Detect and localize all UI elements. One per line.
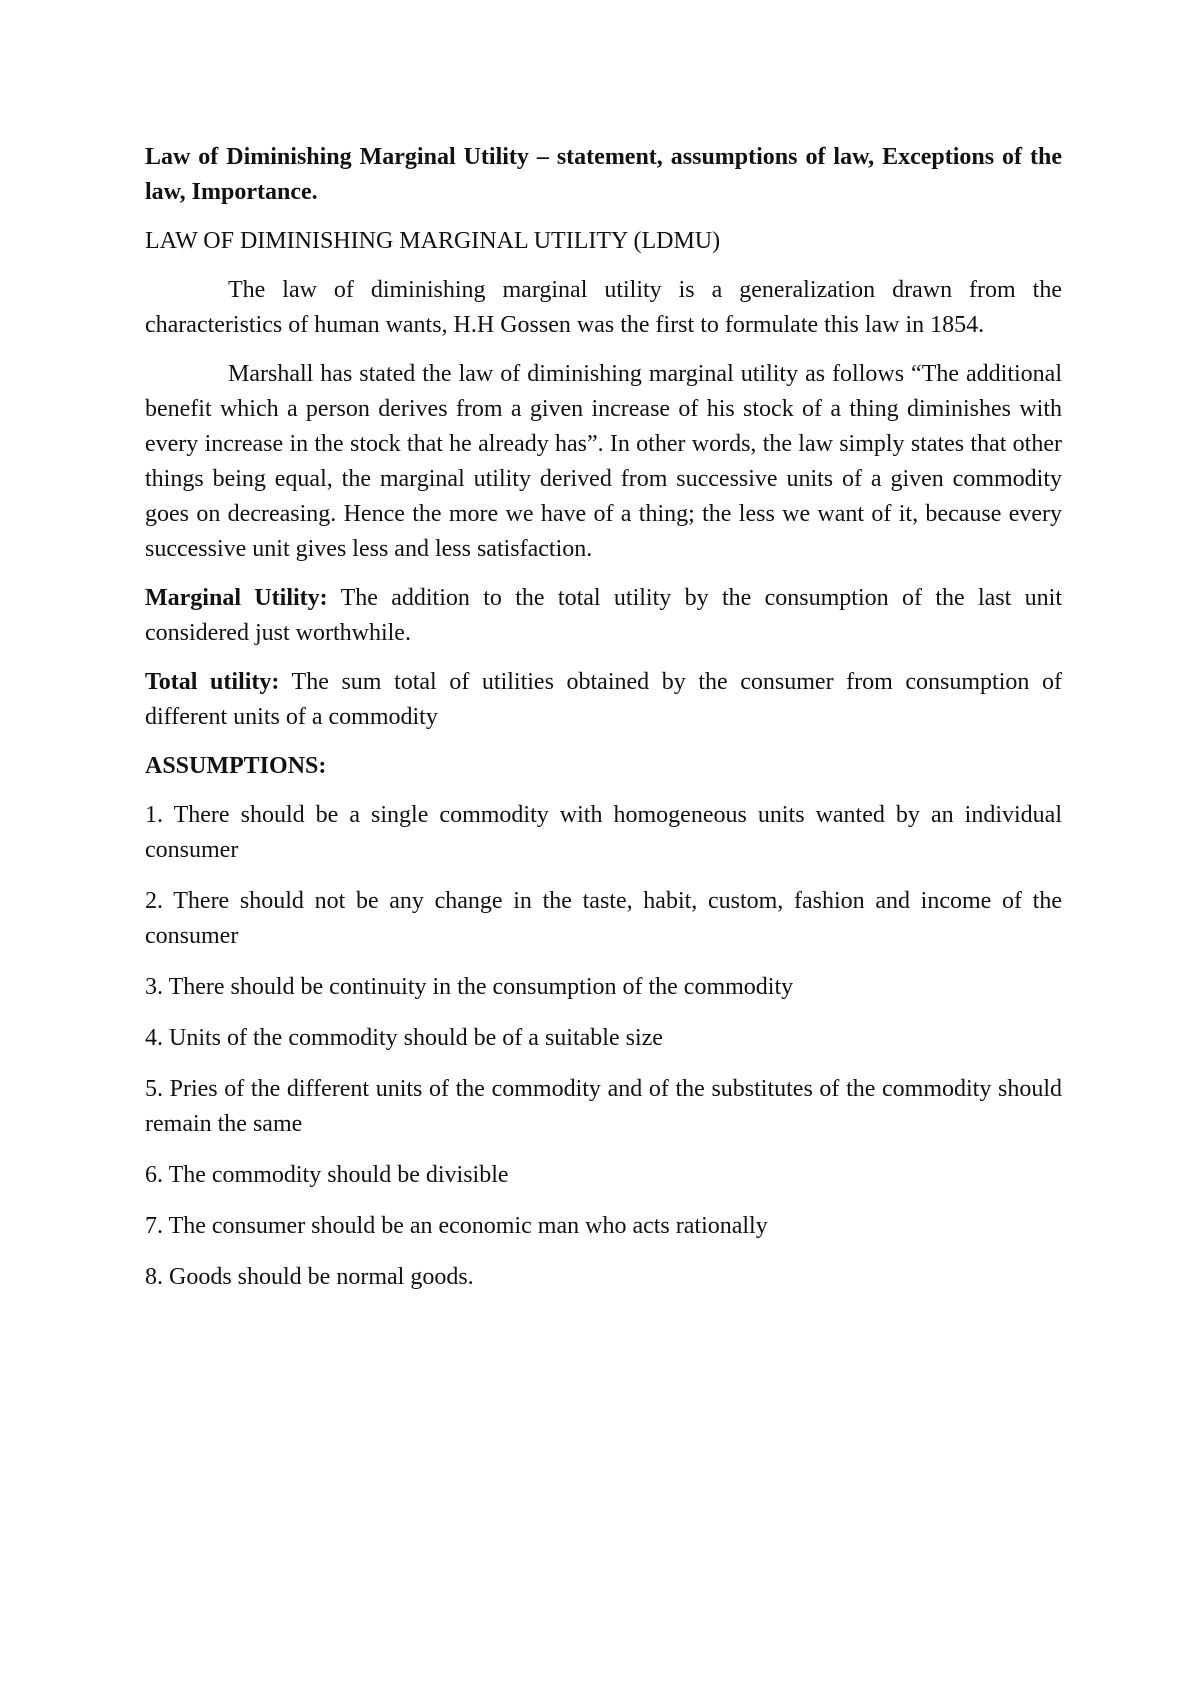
paragraph-gossen: The law of diminishing marginal utility is a generalization drawn from the characteristics of human wants, H.H Gossen was the first to formulate this law in 1854. xyxy=(145,277,1062,338)
document-page xyxy=(145,140,1062,1311)
assumption-item-1: 1. There should be a single commodity with homogeneous units wanted by an individual consumer xyxy=(145,802,1062,863)
assumption-item-6: 6. The commodity should be divisible xyxy=(145,1162,509,1188)
assumptions-heading: ASSUMPTIONS: xyxy=(145,753,327,779)
assumption-item-2: 2. There should not be any change in the taste, habit, custom, fashion and income of the consumer xyxy=(145,888,1062,949)
definition-text-total-utility: The sum total of utilities obtained by the consumer from consumption of different units of a commodity xyxy=(145,669,1062,730)
assumption-item-7: 7. The consumer should be an economic man who acts rationally xyxy=(145,1213,768,1239)
term-marginal-utility: Marginal Utility: xyxy=(145,585,328,611)
definition-total-utility xyxy=(145,665,1062,735)
assumption-item-8: 8. Goods should be normal goods. xyxy=(145,1264,474,1290)
definition-text-marginal-utility: The addition to the total utility by the consumption of the last unit considered just worthwhile. xyxy=(145,585,1062,646)
paragraph-marshall: Marshall has stated the law of diminishing marginal utility as follows “The additional benefit which a person derives from a given increase of his stock of a thing diminishes with every increase in the stock that he already has”. In other words, the law simply states that other things being equal, the marginal utility derived from successive units of a given commodity goes on decreasing. Hence the more we have of a thing; the less we want of it, because every successive unit gives less and less satisfaction. xyxy=(145,361,1062,562)
assumption-item-5: 5. Pries of the different units of the commodity and of the substitutes of the commodity should remain the same xyxy=(145,1076,1062,1137)
assumption-item-4: 4. Units of the commodity should be of a suitable size xyxy=(145,1025,663,1051)
assumption-item-3: 3. There should be continuity in the consumption of the commodity xyxy=(145,974,794,1000)
document-title: Law of Diminishing Marginal Utility – statement, assumptions of law, Exceptions of the law, Importance. xyxy=(145,144,1062,205)
definition-marginal-utility xyxy=(145,581,1062,651)
term-total-utility: Total utility: xyxy=(145,669,280,695)
section-heading-ldmu: LAW OF DIMINISHING MARGINAL UTILITY (LDMU) xyxy=(145,228,721,254)
